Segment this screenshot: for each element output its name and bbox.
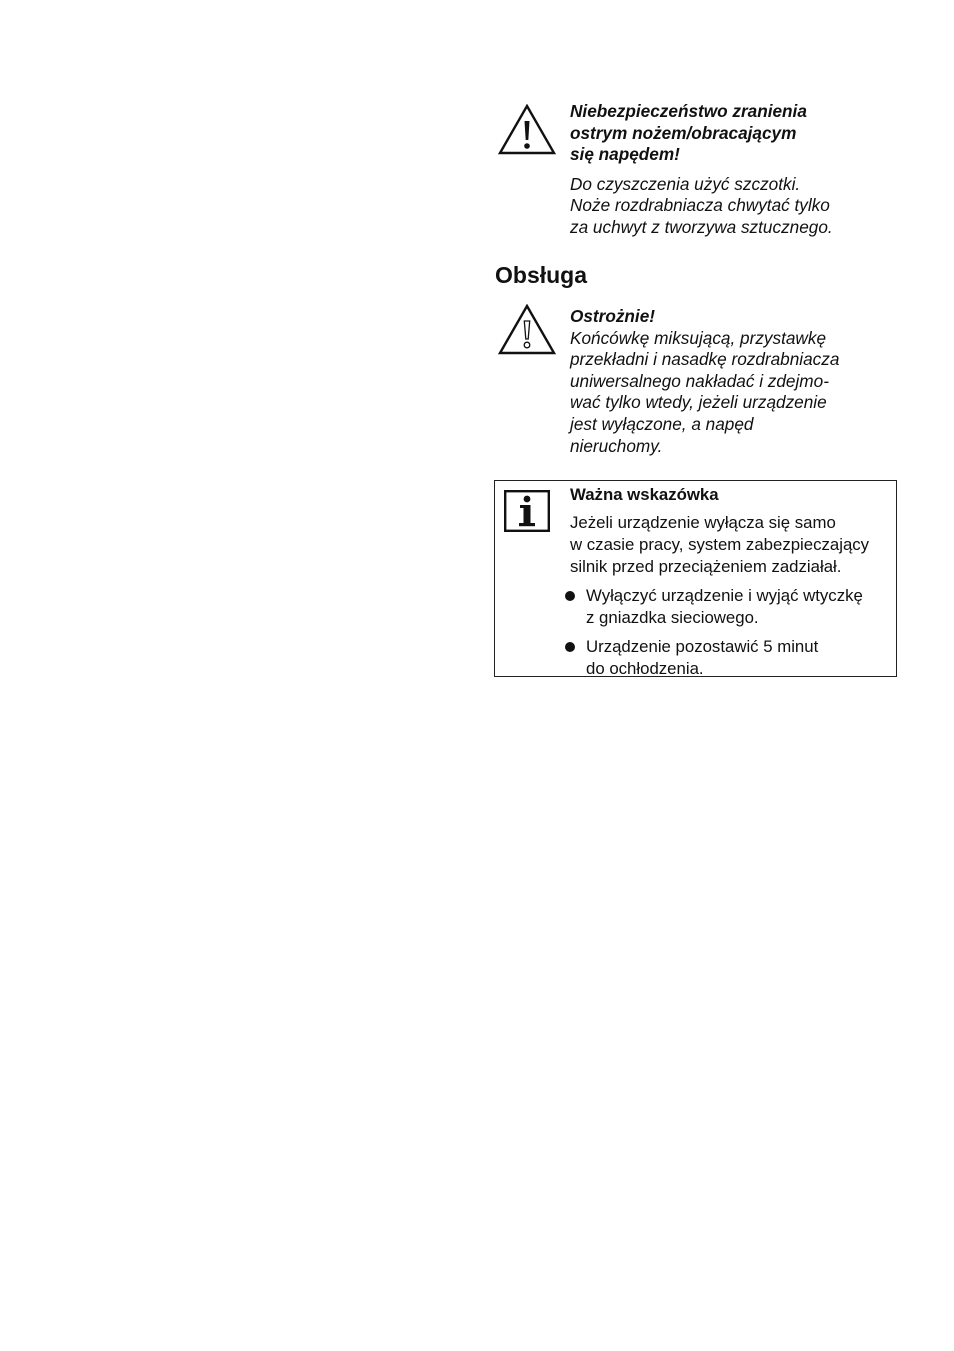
important-info-box xyxy=(494,480,897,677)
bullet-line: Wyłączyć urządzenie i wyjąć wtyczkę xyxy=(586,586,863,605)
warning-body-line: Noże rozdrabniacza chwytać tylko xyxy=(570,195,830,216)
bullet-icon xyxy=(565,642,575,652)
caution-body-line: Końcówkę miksującą, przystawkę xyxy=(570,327,826,348)
caution-body-line: nieruchomy. xyxy=(570,435,663,456)
list-item xyxy=(570,585,890,629)
caution-note xyxy=(498,304,918,469)
warning-title-line: się napędem! xyxy=(570,144,680,165)
warning-body-line: Do czyszczenia użyć szczotki. xyxy=(570,173,801,194)
warning-body-line: za uchwyt z tworzywa sztucznego. xyxy=(570,216,833,237)
caution-body-line: uniwersalnego nakładać i zdejmo- xyxy=(570,370,829,391)
caution-triangle-icon xyxy=(498,304,556,356)
info-body-line: Jeżeli urządzenie wyłącza się samo xyxy=(570,513,836,532)
bullet-icon xyxy=(565,591,575,601)
warning-title-line: ostrym nożem/obracającym xyxy=(570,122,797,143)
info-title: Ważna wskazówka xyxy=(570,485,719,504)
section-heading: Obsługa xyxy=(495,262,588,288)
info-body-line: silnik przed przeciążeniem zadziałał. xyxy=(570,557,842,576)
warning-knife xyxy=(498,101,918,244)
warning-exclamation-icon xyxy=(498,104,556,156)
caution-body-line: przekładni i nasadkę rozdrabniacza xyxy=(570,349,840,370)
warning-title-line: Niebezpieczeństwo zranienia xyxy=(570,101,807,121)
info-content xyxy=(570,484,890,680)
bullet-line: do ochłodzenia. xyxy=(586,659,704,678)
caution-text xyxy=(570,306,910,457)
caution-body-line: wać tylko wtedy, jeżeli urządzenie xyxy=(570,392,827,413)
caution-title: Ostrożnie! xyxy=(570,306,655,326)
info-i-icon xyxy=(504,490,550,532)
bullet-line: Urządzenie pozostawić 5 minut xyxy=(586,637,819,656)
info-body-line: w czasie pracy, system zabezpieczający xyxy=(570,535,870,554)
caution-body-line: jest wyłączone, a napęd xyxy=(570,413,754,434)
list-item xyxy=(570,636,890,680)
warning-knife-text xyxy=(570,101,910,239)
bullet-line: z gniazdka sieciowego. xyxy=(586,608,759,627)
